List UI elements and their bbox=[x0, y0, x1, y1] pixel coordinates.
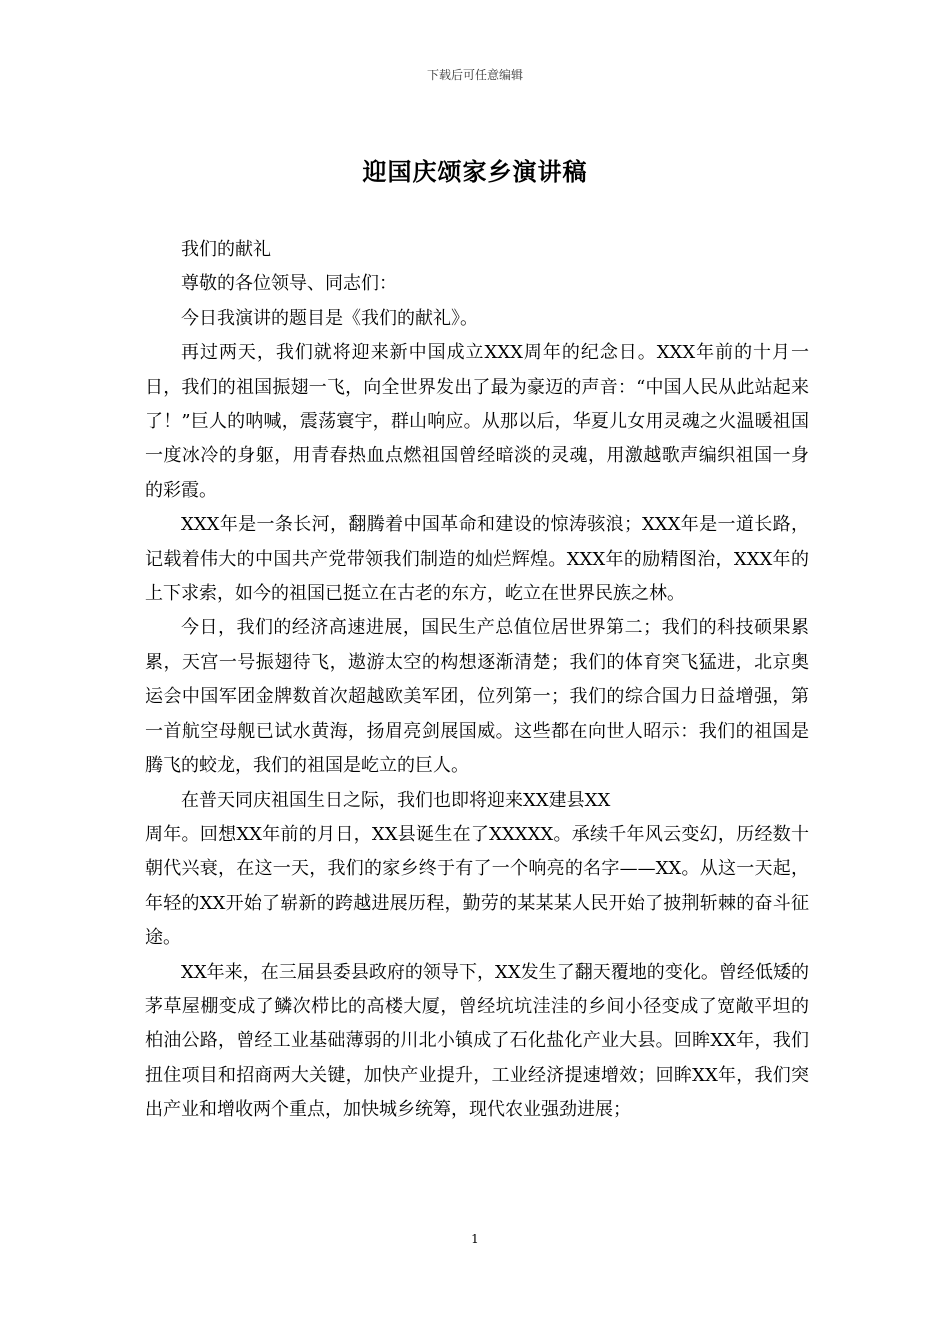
paragraph: 今日我演讲的题目是《我们的献礼》。 bbox=[181, 307, 478, 329]
page-header-note: 下载后可任意编辑 bbox=[426, 68, 523, 82]
document-body bbox=[145, 233, 809, 1128]
paragraph: XXX年是一条长河，翻腾着中国革命和建设的惊涛骇浪；XXX年是一道长路，记载着伟大的中国共产党带领我们制造的灿烂辉煌。XXX年的励精图治，XXX年的上下求索，如今的祖国已挺立在古老的东方，屹立在世界民族之林。 bbox=[145, 514, 809, 605]
paragraph-salutation: 尊敬的各位领导、同志们： bbox=[181, 273, 397, 295]
paragraph-heading: 我们的献礼 bbox=[181, 239, 271, 260]
paragraph: XX年来，在三届县委县政府的领导下，XX发生了翻天覆地的变化。曾经低矮的茅草屋棚变成了鳞次栉比的高楼大厦，曾经坑坑洼洼的乡间小径变成了宽敞平坦的柏油公路，曾经工业基础薄弱的川北小镇成了石化盐化产业大县。回眸XX年，我们扭住项目和招商两大关键，加快产业提升，工业经济提速增效；回眸XX年，我们突出产业和增收两个重点，加快城乡统筹，现代农业强劲进展； bbox=[145, 961, 809, 1121]
page-number: 1 bbox=[471, 1232, 479, 1246]
paragraph-continuation: 周年。回想XX年前的月日，XX县诞生在了XXXXX。承续千年风云变幻，历经数十朝代兴衰，在这一天，我们的家乡终于有了一个响亮的名字——XX。从这一天起，年轻的XX开始了崭新的跨越进展历程，勤劳的某某某人民开始了披荆斩棘的奋斗征途。 bbox=[145, 823, 809, 949]
paragraph: 今日，我们的经济高速进展，国民生产总值位居世界第二；我们的科技硕果累累，天宫一号振翅待飞，遨游太空的构想逐渐清楚；我们的体育突飞猛进，北京奥运会中国军团金牌数首次超越欧美军团，位列第一；我们的综合国力日益增强，第一首航空母舰已试水黄海，扬眉亮剑展国威。这些都在向世人昭示：我们的祖国是腾飞的蛟龙，我们的祖国是屹立的巨人。 bbox=[145, 617, 809, 777]
paragraph: 在普天同庆祖国生日之际，我们也即将迎来XX建县XX bbox=[181, 789, 611, 811]
document-title: 迎国庆颂家乡演讲稿 bbox=[362, 157, 588, 186]
paragraph: 再过两天，我们就将迎来新中国成立XXX周年的纪念日。XXX年前的十月一日，我们的祖国振翅一飞，向全世界发出了最为豪迈的声音：“中国人民从此站起来了！”巨人的呐喊，震荡寰宇，群山响应。从那以后，华夏儿女用灵魂之火温暖祖国一度冰冷的身躯，用青春热血点燃祖国曾经暗淡的灵魂，用激越歌声编织祖国一身的彩霞。 bbox=[145, 342, 809, 501]
